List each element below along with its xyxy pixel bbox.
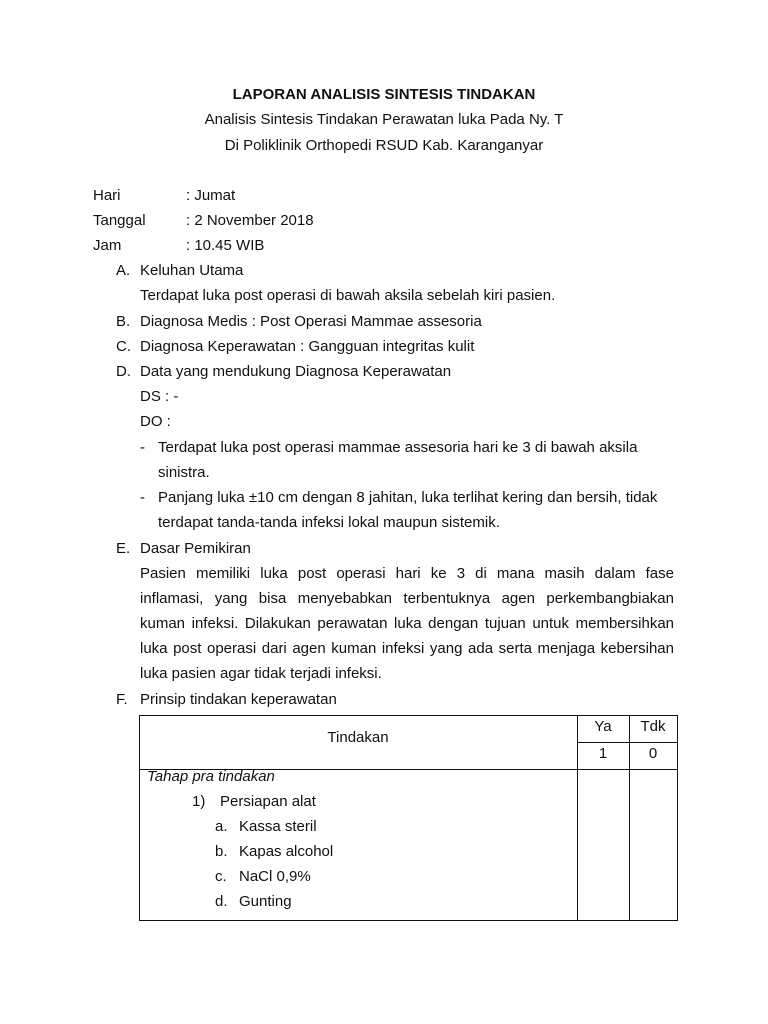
table-border-top <box>139 715 678 716</box>
section-e-letter: E. <box>116 540 131 557</box>
table-item-title: Persiapan alat <box>220 793 316 810</box>
table-subitem-text: Gunting <box>239 893 292 910</box>
table-border-right <box>677 715 678 921</box>
info-value-tanggal: : 2 November 2018 <box>186 212 314 229</box>
table-subitem-letter: d. <box>215 893 228 910</box>
info-label-jam: Jam <box>93 237 122 254</box>
action-checklist-table <box>139 715 678 921</box>
section-e-line-4: luka post operasi dari agen kuman infeksi yang ada serta menjaga kebersihan <box>140 640 674 657</box>
report-title: LAPORAN ANALISIS SINTESIS TINDAKAN <box>232 86 536 103</box>
table-score-ya: 1 <box>598 745 608 762</box>
table-subitem-text: Kassa steril <box>239 818 317 835</box>
table-subitem-letter: a. <box>215 818 228 835</box>
section-f-title: Prinsip tindakan keperawatan <box>140 691 337 708</box>
section-d-do: DO : <box>140 413 171 430</box>
bullet-1-line-2: sinistra. <box>158 464 210 481</box>
bullet-dash: - <box>140 489 145 506</box>
table-subitem-text: Kapas alcohol <box>239 843 334 860</box>
table-stage-label: Tahap pra tindakan <box>147 768 275 785</box>
section-c-letter: C. <box>116 338 131 355</box>
table-header-divider <box>577 742 678 743</box>
table-item-number: 1) <box>192 793 206 810</box>
bullet-1-line-1: Terdapat luka post operasi mammae assesoria hari ke 3 di bawah aksila <box>158 439 638 456</box>
info-label-tanggal: Tanggal <box>93 212 146 229</box>
table-header-tdk: Tdk <box>640 718 666 735</box>
section-b-letter: B. <box>116 313 131 330</box>
section-e-line-1: Pasien memiliki luka post operasi hari ke 3 di mana masih dalam fase <box>140 565 674 582</box>
section-e-line-5: luka pasien agar tidak terjadi infeksi. <box>140 665 382 682</box>
info-label-hari: Hari <box>93 187 121 204</box>
table-subitem-text: NaCl 0,9% <box>239 868 311 885</box>
report-subtitle-1: Analisis Sintesis Tindakan Perawatan luka Pada Ny. T <box>204 111 564 128</box>
section-f-letter: F. <box>116 691 128 708</box>
section-e-line-2: inflamasi, yang bisa menyebabkan terbentuknya agen perkembangbiakan <box>140 590 674 607</box>
section-b-title: Diagnosa Medis : Post Operasi Mammae assesoria <box>140 313 482 330</box>
report-subtitle-2: Di Poliklinik Orthopedi RSUD Kab. Karanganyar <box>224 137 544 154</box>
bullet-dash: - <box>140 439 145 456</box>
table-border-bottom <box>139 920 678 921</box>
section-a-title: Keluhan Utama <box>140 262 244 279</box>
section-a-body: Terdapat luka post operasi di bawah aksila sebelah kiri pasien. <box>140 287 556 304</box>
section-a-letter: A. <box>116 262 131 279</box>
table-header-ya: Ya <box>594 718 612 735</box>
section-e-line-3: kuman infeksi. Dilakukan perawatan luka dengan tujuan untuk membersihkan <box>140 615 674 632</box>
section-e-title: Dasar Pemikiran <box>140 540 251 557</box>
table-subitem-letter: b. <box>215 843 228 860</box>
table-header-tindakan: Tindakan <box>327 729 389 746</box>
table-score-tdk: 0 <box>648 745 658 762</box>
section-c-title: Diagnosa Keperawatan : Gangguan integritas kulit <box>140 338 475 355</box>
section-d-title: Data yang mendukung Diagnosa Keperawatan <box>140 363 452 380</box>
table-subitem-letter: c. <box>215 868 227 885</box>
info-value-jam: : 10.45 WIB <box>186 237 265 254</box>
section-d-letter: D. <box>116 363 131 380</box>
info-value-hari: : Jumat <box>186 187 236 204</box>
section-d-ds: DS : - <box>140 388 179 405</box>
bullet-2-line-2: terdapat tanda-tanda infeksi lokal maupun sistemik. <box>158 514 500 531</box>
bullet-2-line-1: Panjang luka ±10 cm dengan 8 jahitan, luka terlihat kering dan bersih, tidak <box>158 489 658 506</box>
